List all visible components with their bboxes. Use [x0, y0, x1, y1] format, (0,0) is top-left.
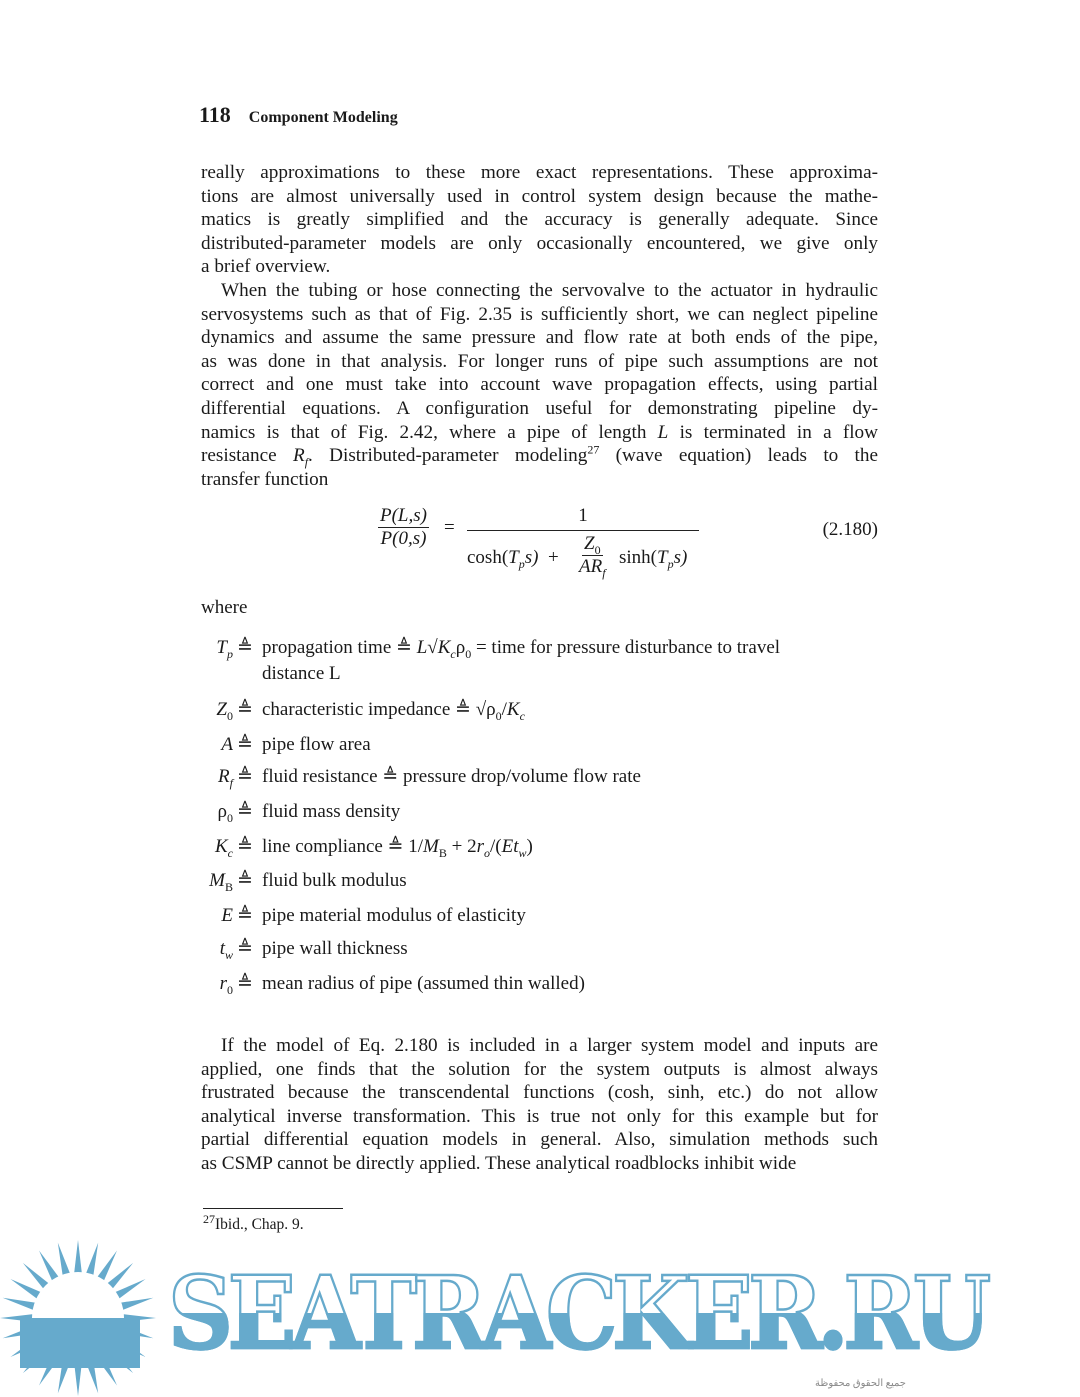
defined-as-symbol: ≜: [237, 938, 253, 959]
definition-row: [195, 800, 895, 824]
text-segment: fluid bulk modulus: [262, 870, 407, 891]
text-line: [201, 421, 878, 445]
text-segment: 0: [465, 646, 472, 661]
s: s): [524, 547, 539, 568]
defined-as-symbol: ≜: [237, 637, 253, 658]
definition-symbol: [195, 972, 233, 996]
definition-text: [262, 765, 641, 789]
text-segment: 0: [495, 708, 502, 723]
text-segment: R: [292, 445, 305, 467]
definition-symbol: [195, 835, 233, 859]
definition-symbol: [195, 765, 233, 789]
text-segment: fluid resistance ≜ pressure drop/volume flow rate: [262, 766, 641, 787]
text-segment: √: [427, 637, 438, 658]
text-segment: 27: [587, 442, 600, 457]
t: T: [657, 547, 668, 568]
text-segment: p: [227, 646, 233, 661]
text-segment: pipe material modulus of elasticity: [262, 905, 526, 926]
equals-sign: =: [444, 517, 455, 538]
defined-as-symbol: ≜: [237, 870, 253, 891]
sun-ray: [3, 1298, 37, 1311]
page-number: 118: [199, 102, 231, 127]
cosh: cosh(: [467, 547, 509, 568]
sun-ray: [119, 1298, 153, 1311]
text-segment: M: [209, 870, 225, 891]
text-segment: w: [224, 947, 233, 962]
definition-text: [262, 937, 408, 961]
text-line: [201, 232, 878, 256]
text-segment: M: [423, 836, 439, 857]
text-segment: correct and one must take into account wave propagation effects, using partial: [201, 374, 878, 396]
t: T: [508, 547, 519, 568]
sinh: sinh(: [619, 547, 657, 568]
definition-row: [195, 733, 895, 757]
zero: 0: [594, 542, 601, 557]
text-segment: R: [218, 766, 230, 787]
text-line: [201, 255, 878, 279]
text-segment: r: [219, 973, 227, 994]
text-segment: B: [438, 845, 447, 860]
text-segment: fluid mass density: [262, 801, 401, 822]
defined-as-symbol: ≜: [237, 973, 253, 994]
plus: +: [547, 547, 559, 568]
text-segment: w: [518, 845, 527, 860]
text-segment: really approximations to these more exact representations. These approxima-: [201, 162, 878, 183]
text-segment: namics is that of Fig. 2.42, where a pipe of length: [201, 421, 658, 443]
definition-row: [195, 765, 895, 789]
paragraph: [201, 279, 878, 491]
definition-symbol: [195, 904, 233, 928]
text-segment: 0: [227, 708, 233, 723]
definition-symbol: [195, 937, 233, 961]
definition-symbol: [195, 800, 233, 824]
text-segment: A: [221, 734, 233, 755]
p: p: [667, 556, 674, 571]
lhs-fraction: [378, 505, 429, 550]
text-line: [201, 185, 878, 209]
text-line: [201, 1128, 878, 1152]
definition-continuation: distance L: [262, 663, 341, 684]
text-segment: = time for pressure disturbance to travel: [471, 637, 781, 658]
definition-row: [195, 636, 895, 684]
definition-text: [262, 972, 585, 996]
text-line: [201, 1152, 878, 1176]
text-segment: Z: [216, 699, 227, 720]
watermark-small-text: جميع الحقوق محفوظة: [815, 1378, 906, 1389]
equation-number: (2.180): [822, 519, 878, 540]
footnote: [203, 1211, 304, 1234]
text-line: [201, 397, 878, 421]
defined-as-symbol: ≜: [237, 801, 253, 822]
equation-2-180: [370, 505, 880, 590]
definition-row: [195, 972, 895, 996]
text-segment: E: [221, 905, 233, 926]
definition-row: [195, 937, 895, 961]
text-segment: t: [219, 938, 225, 959]
text-segment: is terminated in a flow: [668, 421, 878, 443]
text-segment: servosystems such as that of Fig. 2.35 is sufficiently short, we can neglect pipeline: [201, 303, 878, 325]
definition-text: [262, 698, 525, 722]
text-segment: characteristic impedance ≜ √ρ: [262, 699, 496, 720]
paragraph: [201, 161, 878, 279]
z0-over-arf: [579, 533, 606, 578]
running-title: Component Modeling: [248, 109, 398, 126]
text-segment: If the model of Eq. 2.180 is included in a larger system model and inputs are: [221, 1035, 878, 1056]
definition-text: [262, 904, 526, 928]
text-segment: K: [506, 699, 520, 720]
definition-symbol: [195, 733, 233, 757]
text-segment: differential equations. A configuration useful for demonstrating pipeline dy-: [201, 397, 878, 419]
text-segment: c: [227, 845, 233, 860]
watermark: [0, 1240, 1080, 1397]
watermark-text: SEATRACKER.RU: [168, 1254, 986, 1372]
text-segment: partial differential equation models in general. Also, simulation methods such: [201, 1129, 878, 1151]
definition-row: [195, 835, 895, 859]
text-line: [201, 303, 878, 327]
text-segment: matics is greatly simplified and the accuracy is generally adequate. Since: [201, 209, 878, 231]
text-line: [201, 1034, 878, 1058]
text-segment: Et: [501, 836, 519, 857]
footnote-mark: 27: [203, 1211, 215, 1226]
text-segment: L: [657, 421, 669, 443]
lhs-denominator: P(0,s): [380, 528, 427, 549]
definition-symbol: [195, 698, 233, 722]
text-segment: L: [416, 637, 428, 658]
defined-as-symbol: ≜: [237, 734, 253, 755]
ar: AR: [579, 556, 603, 577]
where-label: where: [201, 597, 248, 618]
numerator-one: 1: [578, 505, 588, 526]
p: p: [518, 556, 525, 571]
text-segment: K: [437, 637, 451, 658]
text-segment: as CSMP cannot be directly applied. These analytical roadblocks inhibit wide: [201, 1152, 797, 1174]
sun-ray: [58, 1243, 71, 1277]
text-segment: dynamics and assume the same pressure and flow rate at both ends of the pipe,: [201, 327, 878, 349]
text-line: [201, 1058, 878, 1082]
text-segment: transfer function: [201, 468, 329, 490]
rhs-numerator: [467, 505, 699, 531]
paragraph: [201, 1034, 878, 1176]
text-segment: f: [304, 454, 309, 469]
text-segment: r: [476, 836, 484, 857]
text-segment: (wave equation) leads to the: [599, 445, 878, 467]
text-segment: analytical inverse transformation. This is true not only for this example but for: [201, 1105, 878, 1127]
text-segment: c: [519, 708, 525, 723]
text-segment: applied, one finds that the solution for the system outputs is almost always: [201, 1058, 878, 1080]
text-line: [201, 279, 878, 303]
text-segment: . Distributed-parameter modeling: [308, 445, 588, 467]
text-line: [201, 1105, 878, 1129]
text-segment: mean radius of pipe (assumed thin walled): [262, 973, 585, 994]
text-segment: propagation time ≜: [262, 637, 417, 658]
text-segment: o: [483, 845, 490, 860]
definition-row: [195, 698, 895, 722]
text-segment: T: [216, 637, 227, 658]
definition-text: [262, 733, 371, 757]
lhs-numerator: P(L,s): [380, 505, 427, 526]
text-segment: resistance: [201, 445, 293, 467]
definition-text: [262, 869, 407, 893]
text-segment: frustrated because the transcendental functions (cosh, sinh, etc.) do not allow: [201, 1082, 878, 1104]
text-line: [201, 161, 878, 185]
text-segment: ): [526, 836, 533, 857]
defined-as-symbol: ≜: [237, 836, 253, 857]
text-line: [201, 468, 878, 492]
text-segment: tions are almost universally used in control system design because the mathe-: [201, 185, 878, 207]
sun-ray: [86, 1243, 99, 1277]
definition-symbol: [195, 869, 233, 893]
defined-as-symbol: ≜: [237, 699, 253, 720]
text-segment: /: [501, 699, 507, 720]
text-line: [201, 350, 878, 374]
text-line: [201, 444, 878, 468]
footnote-text: Ibid., Chap. 9.: [215, 1216, 304, 1233]
definition-text: [262, 636, 780, 660]
definition-row: [195, 869, 895, 893]
sun-ray: [96, 1250, 117, 1282]
text-segment: line compliance ≜ 1/: [262, 836, 424, 857]
text-segment: 0: [227, 982, 233, 997]
text-segment: ρ: [455, 637, 466, 658]
text-segment: When the tubing or hose connecting the servovalve to the actuator in hydraulic: [221, 280, 878, 301]
footnote-rule: [203, 1208, 343, 1209]
defined-as-symbol: ≜: [237, 905, 253, 926]
text-segment: pipe wall thickness: [262, 938, 408, 959]
text-segment: pipe flow area: [262, 734, 371, 755]
definition-text: [262, 800, 400, 824]
definition-row: [195, 904, 895, 928]
text-segment: ρ: [217, 801, 227, 822]
definition-text: [262, 835, 533, 859]
text-segment: /(: [489, 836, 502, 857]
text-segment: distributed-parameter models are only occasionally encountered, we give only: [201, 232, 878, 254]
text-segment: f: [229, 775, 233, 790]
defined-as-symbol: ≜: [237, 766, 253, 787]
text-line: [201, 326, 878, 350]
sun-ray: [10, 1279, 42, 1300]
sun-ray: [39, 1250, 60, 1282]
z: Z: [583, 533, 595, 554]
page-header: [199, 102, 398, 128]
f: f: [602, 565, 606, 580]
s: s): [673, 547, 688, 568]
definition-symbol: [195, 636, 233, 660]
text-segment: a brief overview.: [201, 256, 331, 278]
text-segment: as was done in that analysis. For longer runs of pipe such assumptions are not: [201, 350, 878, 372]
text-segment: K: [214, 836, 228, 857]
text-segment: B: [224, 879, 233, 894]
text-line: [201, 373, 878, 397]
text-line: [201, 1081, 878, 1105]
text-segment: + 2: [446, 836, 477, 857]
text-segment: 0: [227, 810, 233, 825]
text-segment: c: [450, 646, 456, 661]
sun-ray: [114, 1279, 146, 1300]
sun-ray: [74, 1240, 82, 1274]
text-line: [201, 208, 878, 232]
